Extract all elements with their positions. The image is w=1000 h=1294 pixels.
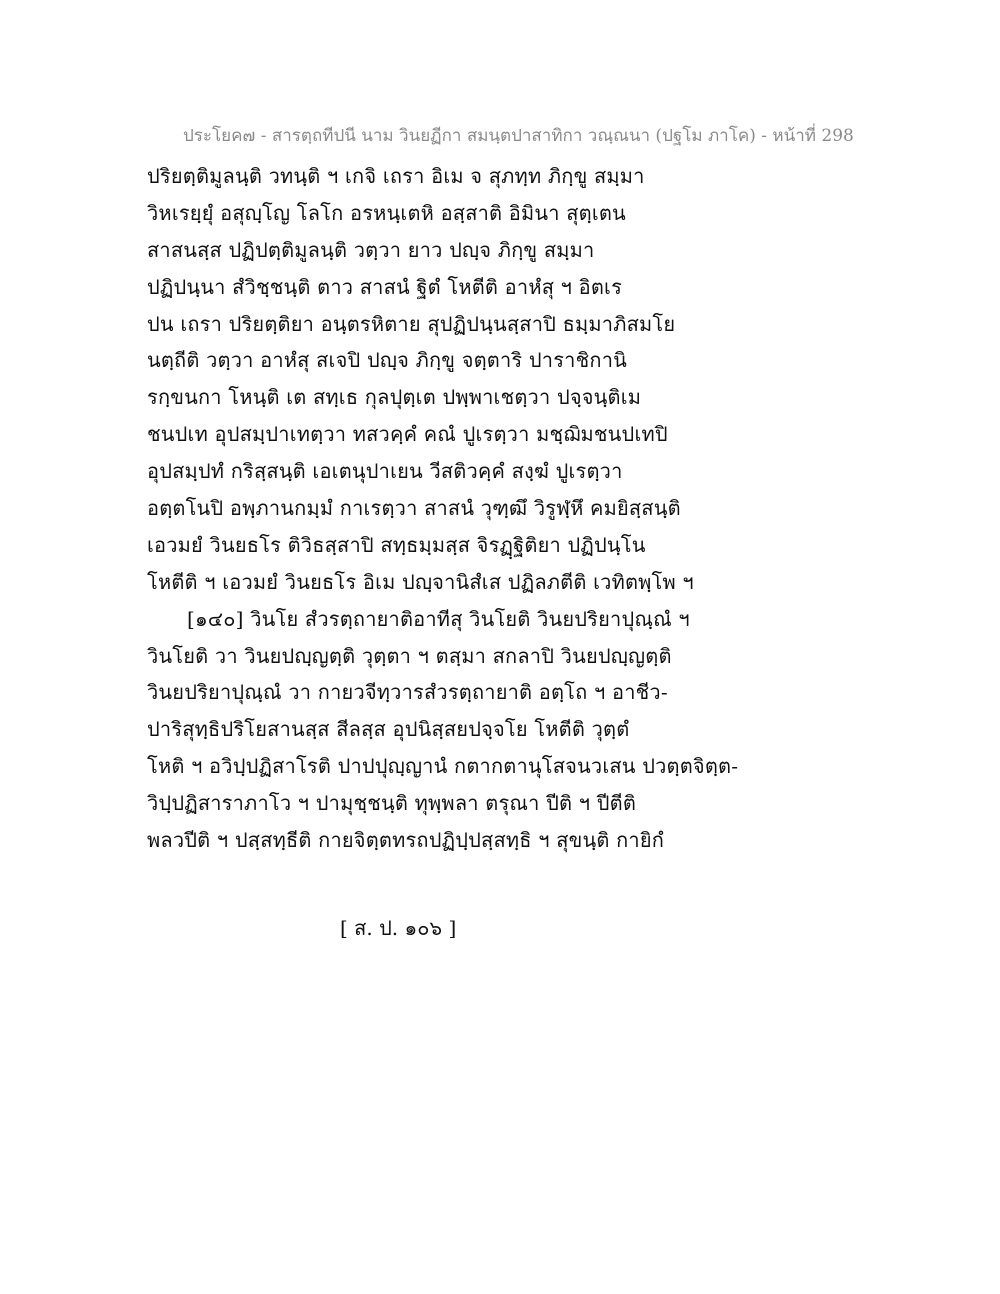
text-line: วินโยติ วา วินยปญฺญตฺติ วุตฺตา ฯ ตสฺมา สกลาปิ วินยปญฺญตฺติ — [147, 643, 672, 668]
text-line: โหติ ฯ อวิปฺปฏิสาโรติ ปาปปุญฺญานํ กตากตานุโสจนวเสน ปวตฺตจิตฺต- — [147, 754, 739, 779]
text-line: พลวปีติ ฯ ปสฺสทฺธีติ กายจิตฺตทรถปฏิปฺปสฺสทฺธิ ฯ สุขนฺติ กายิกํ — [147, 828, 665, 853]
text-line: วิปฺปฏิสาราภาโว ฯ ปามุชฺชนฺติ ทุพฺพลา ตรุณา ปีติ ฯ ปีตีติ — [147, 791, 637, 816]
text-line: เอวมยํ วินยธโร ติวิธสฺสาปิ สทฺธมฺมสฺส จิรฏฺฐิติยา ปฏิปนฺโน — [147, 532, 646, 557]
text-line: ปน เถรา ปริยตฺติยา อนฺตรหิตาย สุปฏิปนฺนสฺสาปิ ธมฺมาภิสมโย — [147, 311, 676, 336]
page-reference: [ ส. ป. ๑๐๖ ] — [340, 916, 457, 940]
running-header: ประโยค๗ - สารตฺถทีปนี นาม วินยฏีกา สมนฺตปาสาทิกา วณฺณนา (ปฐโม ภาโค) - หน้าที่ 298 — [183, 126, 854, 146]
text-line: ปริยตฺติมูลนฺติ วทนฺติ ฯ เกจิ เถรา อิเม จ สุภทฺท ภิกฺขู สมฺมา — [147, 164, 645, 188]
body-text — [147, 158, 867, 859]
text-line: รกฺขนกา โหนฺติ เต สทฺเธ กุลปุตฺเต ปพฺพาเชตฺวา ปจฺจนฺติเม — [147, 385, 642, 410]
text-line: ชนปเท อุปสมฺปาเทตฺวา ทสวคฺคํ คณํ ปูเรตฺวา มชฺฌิมชนปเทปิ — [147, 422, 668, 447]
text-line: วิหเรยฺยุํ อสุญฺโญ โลโก อรหนฺเตหิ อสฺสาติ อิมินา สุตฺเตน — [147, 200, 626, 225]
text-line: ปาริสุทฺธิปริโยสานสฺส สีลสฺส อุปนิสฺสยปจฺจโย โหตีติ วุตฺตํ — [147, 717, 630, 742]
text-line: อตฺตโนปิ อพฺภานกมฺมํ กาเรตฺวา สาสนํ วุฑฺฒึ วิรูฬฺหึ คมยิสฺสนฺติ — [147, 496, 681, 521]
text-line: โหตีติ ฯ เอวมยํ วินยธโร อิเม ปญฺจานิสํเส ปฏิลภตีติ เวทิตพฺโพ ฯ — [147, 569, 694, 594]
text-line: วินยปริยาปุณฺณํ วา กายวจีทฺวารสํวรตฺถายาติ อตฺโถ ฯ อาชีว- — [147, 680, 668, 705]
text-line: นตฺถีติ วตฺวา อาหํสุ สเจปิ ปญฺจ ภิกฺขู จตฺตาริ ปาราชิกานิ — [147, 348, 628, 373]
paragraph-start-line: [๑๔๐] วินโย สํวรตฺถายาติอาทีสุ วินโยติ วินยปริยาปุณฺณํ ฯ — [187, 606, 690, 631]
text-line: อุปสมฺปทํ กริสฺสนฺติ เอเตนุปาเยน วีสติวคฺคํ สงฺฆํ ปูเรตฺวา — [147, 459, 623, 484]
text-line: สาสนสฺส ปฏิปตฺติมูลนฺติ วตฺวา ยาว ปญฺจ ภิกฺขู สมฺมา — [147, 237, 595, 262]
text-line: ปฏิปนฺนา สํวิชฺชนฺติ ตาว สาสนํ ฐิตํ โหตีติ อาหํสุ ฯ อิตเร — [147, 274, 623, 299]
